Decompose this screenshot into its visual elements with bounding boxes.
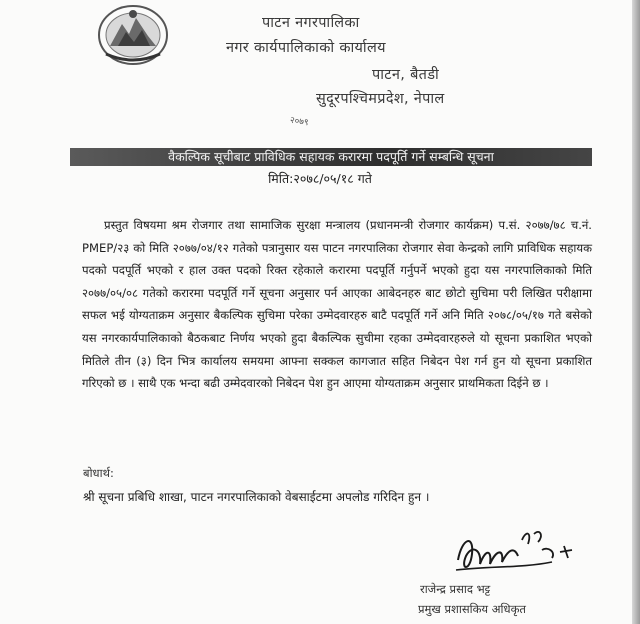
province-country: सुदूरपश्चिमप्रदेश, नेपाल	[316, 91, 445, 107]
distribution-item: श्री सूचना प्रबिधि शाखा, पाटन नगरपालिकाको वेबसाईटमा अपलोड गरिदिन हुन ।	[83, 490, 430, 504]
office-name: नगर कार्यपालिकाको कार्यालय	[226, 40, 386, 56]
notice-date: मिति:२०७८/०५/१८ गते	[268, 171, 372, 186]
notice-body	[82, 214, 592, 395]
signatory-name: राजेन्द्र प्रसाद भट्ट	[420, 582, 491, 596]
office-location: पाटन, बैतडी	[372, 67, 440, 83]
notice-body-text: प्रस्तुत विषयमा श्रम रोजगार तथा सामाजिक सुरक्षा मन्त्रालय (प्रधानमन्त्री रोजगार कार्यक्रम) प.सं. २०७७/७८ च.नं. PMEP/२३ को मिति २०७७/०४/१२ गतेको पत्रानुसार यस पाटन नगरपालिका रोजगार सेवा केन्द्रको लागि प्राविधिक सहायक पदको पदपूर्ति भएको र हाल उक्त पदको रिक्त रहेकाले करारमा पदपूर्ति गर्नुपर्ने भएको हुदा यस नगरपालिकाको मिति २०७७/०५/०८ गतेको करारमा पदपूर्ति गर्ने सूचना अनुसार पर्न आएका आबेदनहरु बाट छोटो सुचिमा परी लिखित परीक्षामा सफल भई योग्यताक्रम अनुसार बैकल्पिक सुचिमा परेका उम्मेदवारहरु बाटै पदपूर्ति गर्ने अनि मिति २०७८/०५/१७ गते बसेको यस नगरकार्यपालिकाको बैठकबाट निर्णय भएको हुदा बैकल्पिक सुचीमा रहका उम्मेदवारहरुले यो सूचना प्रकाशित भएको मितिले तीन (३) दिन भित्र कार्यालय समयमा आफ्ना सक्कल कागजात सहित निबेदन पेश गर्न हुन यो सूचना प्रकाशित गरिएको छ । साथै एक भन्दा बढी उम्मेदवारको निबेदन पेश हुन आएमा योग्यताक्रम अनुसार प्राथमिकता दिईने छ ।	[82, 218, 592, 391]
municipality-name: पाटन नगरपालिका	[262, 15, 360, 31]
signatory-title: प्रमुख प्रशासकिय अधिकृत	[418, 602, 526, 616]
page-edge	[632, 0, 640, 624]
stamp-number: २०७९	[289, 115, 310, 129]
signature-icon	[452, 520, 580, 586]
notice-title: वैकल्पिक सूचीबाट प्राविधिक सहायक करारमा पदपूर्ति गर्ने सम्बन्धि सूचना	[70, 148, 592, 166]
distribution-label: बोधार्थ:	[83, 466, 114, 480]
government-emblem-icon	[96, 2, 170, 68]
